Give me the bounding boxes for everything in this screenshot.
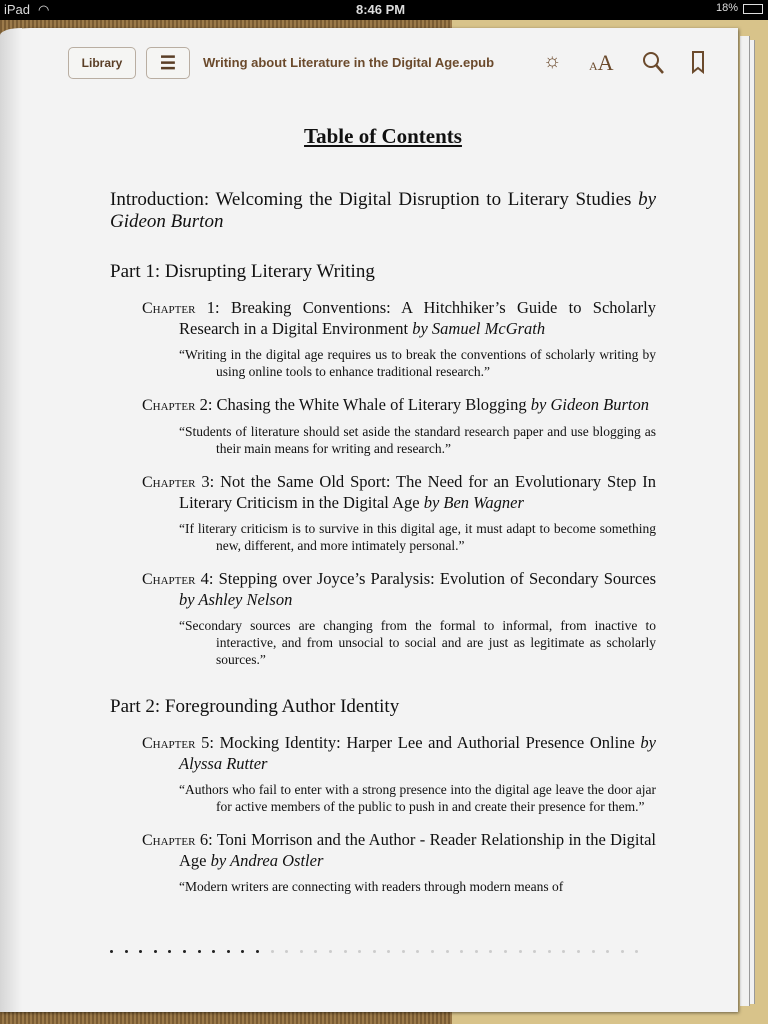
chapter-number: 2: xyxy=(199,395,213,414)
progress-dot[interactable] xyxy=(562,950,565,953)
chapter-label: Chapter xyxy=(142,832,196,849)
toc-chapter-link[interactable] xyxy=(110,395,656,416)
chapter-quote: “If literary criticism is to survive in this digital age, it must adapt to become something new, different, and more intimately personal.” xyxy=(179,521,656,553)
chapter-author: by Alyssa Rutter xyxy=(179,733,656,773)
chapter-label: Chapter xyxy=(142,474,196,491)
chapter-author: by Gideon Burton xyxy=(530,395,649,414)
progress-dot[interactable] xyxy=(110,950,113,953)
progress-dot[interactable] xyxy=(475,950,478,953)
book-title: Writing about Literature in the Digital Age.epub xyxy=(203,55,495,70)
toc-chapter-link[interactable] xyxy=(110,830,656,871)
toc-chapter-link[interactable] xyxy=(110,569,656,610)
chapter-author: by Andrea Ostler xyxy=(210,851,324,870)
toc-chapter-link[interactable] xyxy=(110,733,656,774)
chapter-quote: “Secondary sources are changing from the formal to informal, from inactive to interactive, and from unsocial to social and are just as legitimate as scholarly sources.” xyxy=(179,618,656,667)
progress-dot[interactable] xyxy=(139,950,142,953)
progress-dot[interactable] xyxy=(489,950,492,953)
chapter-number: 5: xyxy=(201,733,214,752)
chapter-quote: “Students of literature should set aside the standard research paper and use blogging as their main means for writing and research.” xyxy=(179,424,656,456)
font-size-icon[interactable]: AA xyxy=(589,50,614,75)
progress-dot[interactable] xyxy=(431,950,434,953)
progress-dot[interactable] xyxy=(446,950,449,953)
chapter-number: 4: xyxy=(200,569,214,588)
chapter-number: 1: xyxy=(206,298,220,317)
chapter-label: Chapter xyxy=(142,571,196,588)
page-progress-dots[interactable] xyxy=(110,950,638,953)
toc-part-title[interactable]: Part 2: Foregrounding Author Identity xyxy=(110,696,400,717)
bookmark-icon[interactable] xyxy=(691,50,705,80)
chapter-quote: “Authors who fail to enter with a strong presence into the digital age leave the door ajar for active members of the public to push in and create their presence for them.” xyxy=(179,782,656,814)
progress-dot[interactable] xyxy=(635,950,638,953)
toc-chapter-link[interactable] xyxy=(110,472,656,513)
chapter-title: Breaking Conventions: A Hitchhiker’s Guide to Scholarly Research in a Digital Environment xyxy=(179,298,657,338)
progress-dot[interactable] xyxy=(606,950,609,953)
progress-dot[interactable] xyxy=(416,950,419,953)
chapter-number: 6: xyxy=(199,830,213,849)
progress-dot[interactable] xyxy=(125,950,128,953)
progress-dot[interactable] xyxy=(387,950,390,953)
progress-dot[interactable] xyxy=(358,950,361,953)
status-bar xyxy=(0,0,768,20)
progress-dot[interactable] xyxy=(285,950,288,953)
chapter-quote: “Writing in the digital age requires us to break the conventions of scholarly writing by using online tools to enhance traditional research.” xyxy=(179,347,656,379)
device-name: iPad xyxy=(4,2,31,17)
progress-dot[interactable] xyxy=(212,950,215,953)
table-of-contents-button[interactable] xyxy=(146,47,190,79)
progress-dot[interactable] xyxy=(621,950,624,953)
chapter-author: by Ben Wagner xyxy=(423,493,524,512)
chapter-label: Chapter xyxy=(142,397,196,414)
progress-dot[interactable] xyxy=(154,950,157,953)
progress-dot[interactable] xyxy=(548,950,551,953)
chapter-title: Mocking Identity: Harper Lee and Authorial Presence Online xyxy=(219,733,635,752)
progress-dot[interactable] xyxy=(271,950,274,953)
toc-heading: Table of Contents xyxy=(304,124,462,148)
page-stack xyxy=(740,36,750,1006)
progress-dot[interactable] xyxy=(168,950,171,953)
chapter-label: Chapter xyxy=(142,300,196,317)
progress-dot[interactable] xyxy=(300,950,303,953)
wifi-icon: ◠ xyxy=(38,2,50,17)
progress-dot[interactable] xyxy=(344,950,347,953)
progress-dot[interactable] xyxy=(227,950,230,953)
chapter-title: Toni Morrison and the Author - Reader Relationship in the Digital Age xyxy=(179,830,656,870)
battery-percent: 18% xyxy=(716,2,739,14)
list-icon: ☰ xyxy=(159,52,177,73)
progress-dot[interactable] xyxy=(577,950,580,953)
progress-dot[interactable] xyxy=(519,950,522,953)
progress-dot[interactable] xyxy=(460,950,463,953)
progress-dot[interactable] xyxy=(183,950,186,953)
chapter-quote: “Modern writers are connecting with readers through modern means of xyxy=(179,879,564,894)
progress-dot[interactable] xyxy=(592,950,595,953)
chapter-title: Stepping over Joyce’s Paralysis: Evolution of Secondary Sources xyxy=(218,569,656,588)
chapter-title: Chasing the White Whale of Literary Blogging xyxy=(216,395,527,414)
progress-dot[interactable] xyxy=(533,950,536,953)
progress-dot[interactable] xyxy=(198,950,201,953)
chapter-label: Chapter xyxy=(142,735,196,752)
table-of-contents xyxy=(110,122,656,895)
toc-chapter-link[interactable] xyxy=(110,298,656,339)
progress-dot[interactable] xyxy=(314,950,317,953)
progress-dot[interactable] xyxy=(241,950,244,953)
toc-intro-link[interactable]: Introduction: Welcoming the Digital Disruption to Literary Studies by Gideon Burton xyxy=(110,189,657,232)
chapter-author: by Ashley Nelson xyxy=(179,590,293,609)
progress-dot[interactable] xyxy=(504,950,507,953)
search-icon[interactable] xyxy=(641,50,665,82)
progress-dot[interactable] xyxy=(373,950,376,953)
chapter-author: by Samuel McGrath xyxy=(412,319,546,338)
progress-dot[interactable] xyxy=(329,950,332,953)
battery-icon xyxy=(743,4,763,14)
library-button[interactable]: Library xyxy=(68,47,136,79)
clock: 8:46 PM xyxy=(356,2,406,17)
chapter-title: Not the Same Old Sport: The Need for an Evolutionary Step In Literary Criticism in the Digital Age xyxy=(179,472,657,512)
chapter-number: 3: xyxy=(201,472,215,491)
brightness-icon[interactable]: ☼ xyxy=(543,50,562,72)
progress-dot[interactable] xyxy=(256,950,259,953)
progress-dot[interactable] xyxy=(402,950,405,953)
toc-part-title[interactable]: Part 1: Disrupting Literary Writing xyxy=(110,261,375,282)
